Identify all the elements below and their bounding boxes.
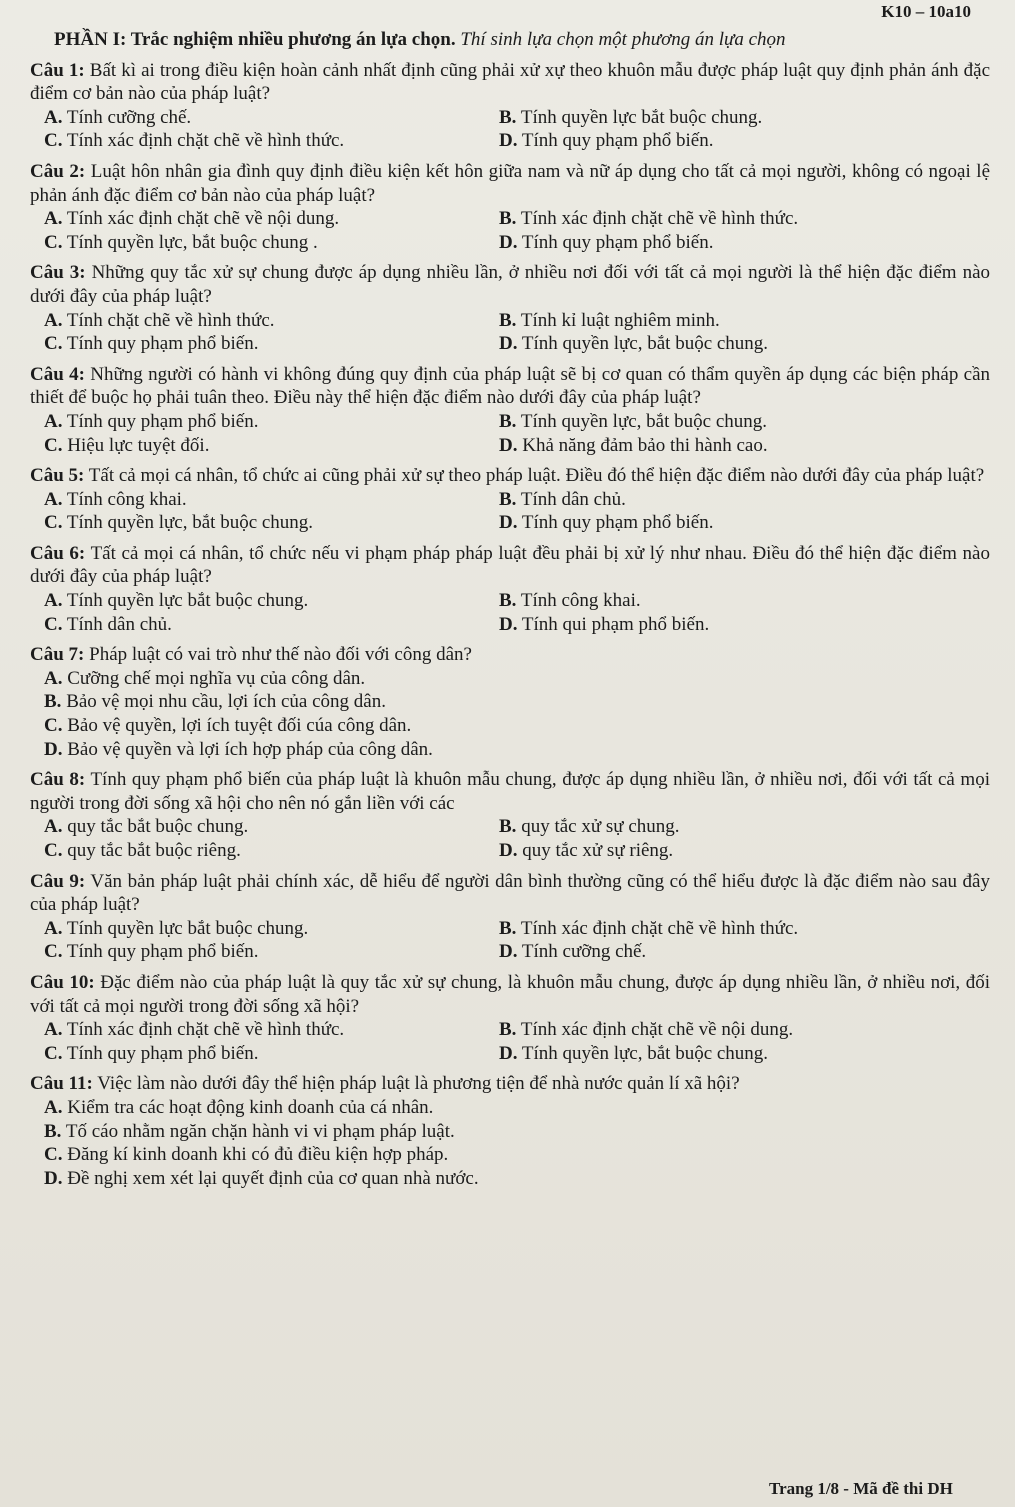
answer-option — [499, 332, 979, 356]
option-text: Kiểm tra các hoạt động kinh doanh của cá nhân. — [67, 1096, 434, 1118]
question-number: Câu 8: — [30, 769, 86, 791]
question-text: Văn bản pháp luật phải chính xác, dễ hiểu để người dân bình thường cũng có thể hiểu được là đặc điểm nào sau đây của pháp luật? — [30, 870, 990, 916]
answer-option — [499, 434, 979, 458]
option-text: Tính công khai. — [66, 488, 187, 510]
question-stem — [30, 160, 990, 207]
question-stem — [30, 870, 990, 917]
option-letter: A. — [44, 1019, 63, 1041]
option-letter: D. — [499, 512, 518, 534]
option-letter: C. — [44, 512, 63, 534]
question-4 — [30, 363, 990, 457]
question-number: Câu 11: — [30, 1073, 93, 1095]
question-stem — [30, 542, 990, 589]
part-instruction: Thí sinh lựa chọn một phương án lựa chọn — [460, 29, 786, 50]
question-7 — [30, 643, 990, 761]
answer-option — [44, 106, 499, 130]
answer-option — [44, 332, 499, 356]
answer-option — [44, 667, 974, 691]
option-letter: C. — [44, 715, 63, 737]
option-text: Tính quy phạm phổ biến. — [521, 130, 714, 152]
option-letter: B. — [499, 590, 517, 612]
option-text: Tính quy phạm phổ biến. — [521, 231, 714, 253]
answer-option — [499, 231, 979, 255]
option-letter: C. — [44, 1144, 63, 1166]
option-text: Tính quy phạm phổ biến. — [66, 1042, 259, 1064]
option-text: quy tắc bắt buộc chung. — [67, 816, 249, 838]
answer-option — [499, 940, 979, 964]
question-2 — [30, 160, 990, 254]
option-list — [30, 589, 990, 636]
option-text: Đăng kí kinh doanh khi có đủ điều kiện hợp pháp. — [67, 1144, 449, 1166]
option-text: Hiệu lực tuyệt đối. — [67, 434, 210, 456]
option-letter: A. — [44, 816, 63, 838]
option-text: Tính quyền lực, bắt buộc chung. — [520, 410, 768, 432]
option-text: Tính quyền lực bắt buộc chung. — [520, 106, 763, 128]
option-text: Tính cưỡng chế. — [521, 941, 647, 963]
option-text: quy tắc xử sự riêng. — [522, 840, 674, 861]
answer-option — [44, 511, 499, 535]
option-letter: A. — [44, 917, 63, 939]
question-11 — [30, 1072, 990, 1190]
answer-option — [44, 1167, 974, 1191]
option-letter: D. — [499, 231, 518, 253]
answer-option — [44, 1143, 974, 1167]
option-letter: A. — [44, 488, 63, 510]
answer-option — [44, 613, 499, 637]
answer-option — [499, 511, 979, 535]
option-list — [30, 815, 990, 862]
option-text: Tính quyền lực, bắt buộc chung. — [66, 512, 314, 534]
option-text: Tính qui phạm phổ biến. — [521, 613, 710, 635]
question-3 — [30, 261, 990, 355]
option-letter: C. — [44, 130, 63, 152]
option-letter: A. — [44, 208, 63, 230]
question-1 — [30, 59, 990, 153]
question-number: Câu 1: — [30, 59, 85, 81]
option-letter: D. — [44, 738, 63, 760]
option-text: Tính quyền lực bắt buộc chung. — [66, 917, 309, 939]
option-letter: A. — [44, 1096, 63, 1118]
option-letter: B. — [499, 488, 517, 510]
page-footer: Trang 1/8 - Mã đề thi DH — [769, 1479, 953, 1498]
option-text: Tính quyền lực, bắt buộc chung. — [521, 1042, 769, 1064]
option-text: Tính quyền lực, bắt buộc chung . — [66, 231, 318, 253]
answer-option — [499, 309, 979, 333]
question-8 — [30, 768, 990, 862]
question-text: Đặc điểm nào của pháp luật là quy tắc xử sự chung, là khuôn mẫu chung, được áp dụng nhiều lần, ở nhiều nơi, đối với tất cả mọi người trong đời sống xã hội? — [30, 971, 990, 1017]
question-number: Câu 10: — [30, 971, 95, 993]
question-text: Những quy tắc xử sự chung được áp dụng nhiều lần, ở nhiều nơi đối với tất cả mọi người là thể hiện đặc điểm nào dưới đây của pháp luật? — [30, 262, 990, 307]
question-text: Tất cả mọi cá nhân, tổ chức ai cũng phải xử sự theo pháp luật. Điều đó thể hiện đặc điểm nào dưới đây của pháp luật? — [88, 465, 985, 487]
option-list — [30, 1096, 990, 1190]
option-text: Tính quy phạm phổ biến. — [66, 410, 259, 432]
question-stem — [30, 363, 990, 410]
option-text: Tính công khai. — [520, 590, 641, 612]
option-text: Tính dân chủ. — [66, 613, 172, 635]
option-letter: B. — [44, 1120, 62, 1142]
question-text: Tính quy phạm phổ biến của pháp luật là khuôn mẫu chung, được áp dụng nhiều lần, ở nhiều nơi, đối với tất cả mọi người trong đời sống xã hội cho nên nó gắn liền với các — [30, 769, 990, 814]
answer-option — [44, 917, 499, 941]
option-text: Tính xác định chặt chẽ về nội dung. — [520, 1019, 794, 1041]
answer-option — [499, 207, 979, 231]
option-letter: A. — [44, 410, 63, 432]
question-stem — [30, 1072, 990, 1096]
option-letter: C. — [44, 941, 63, 963]
option-text: Tính cưỡng chế. — [66, 106, 192, 128]
option-letter: A. — [44, 309, 63, 331]
answer-option — [44, 690, 974, 714]
question-text: Luật hôn nhân gia đình quy định điều kiện kết hôn giữa nam và nữ áp dụng cho tất cả mọi người, không có ngoại lệ phản ánh đặc điểm cơ bản nào của pháp luật? — [30, 160, 991, 206]
option-text: Tính chặt chẽ về hình thức. — [66, 309, 275, 331]
answer-option — [499, 1018, 979, 1042]
option-text: Tính quyền lực bắt buộc chung. — [66, 590, 309, 612]
option-letter: B. — [499, 410, 517, 432]
question-number: Câu 9: — [30, 870, 86, 892]
answer-option — [44, 738, 974, 762]
option-text: Tính quy phạm phổ biến. — [521, 512, 714, 534]
question-number: Câu 7: — [30, 644, 85, 666]
option-text: Bảo vệ quyền và lợi ích hợp pháp của công dân. — [67, 738, 433, 760]
question-6 — [30, 542, 990, 636]
option-text: Tính quy phạm phổ biến. — [66, 333, 259, 355]
answer-option — [44, 1120, 974, 1144]
answer-option — [44, 410, 499, 434]
answer-option — [44, 714, 974, 738]
answer-option — [44, 309, 499, 333]
answer-option — [44, 940, 499, 964]
option-letter: C. — [44, 613, 63, 635]
option-letter: A. — [44, 106, 63, 128]
option-letter: D. — [499, 840, 518, 861]
question-stem — [30, 643, 990, 667]
question-text: Bất kì ai trong điều kiện hoàn cảnh nhất định cũng phải xử xự theo khuôn mẫu được pháp luật quy định phản ánh đặc điểm cơ bản nào của pháp luật? — [30, 59, 990, 105]
option-letter: C. — [44, 840, 63, 861]
answer-option — [44, 207, 499, 231]
answer-option — [499, 106, 979, 130]
question-stem — [30, 971, 990, 1018]
option-text: quy tắc xử sự chung. — [521, 816, 680, 838]
answer-option — [44, 1018, 499, 1042]
option-list — [30, 106, 990, 153]
answer-option — [44, 231, 499, 255]
answer-option — [499, 815, 979, 839]
option-letter: D. — [499, 1042, 518, 1064]
option-text: Khả năng đảm bảo thi hành cao. — [522, 434, 768, 456]
option-letter: D. — [499, 130, 518, 152]
option-text: Bảo vệ quyền, lợi ích tuyệt đối cúa công dân. — [67, 715, 412, 737]
question-9 — [30, 870, 990, 964]
option-list — [30, 309, 990, 356]
part-heading — [54, 28, 990, 52]
question-number: Câu 3: — [30, 262, 86, 284]
option-text: quy tắc bắt buộc riêng. — [67, 840, 241, 861]
option-letter: A. — [44, 667, 63, 689]
question-stem — [30, 59, 990, 106]
answer-option — [44, 129, 499, 153]
answer-option — [499, 488, 979, 512]
option-letter: C. — [44, 231, 63, 253]
option-text: Tính xác định chặt chẽ về nội dung. — [66, 208, 340, 230]
option-list — [30, 667, 990, 761]
option-text: Tính xác định chặt chẽ về hình thức. — [520, 917, 799, 939]
answer-option — [44, 488, 499, 512]
option-text: Cưỡng chế mọi nghĩa vụ của công dân. — [67, 667, 366, 689]
option-letter: B. — [499, 917, 517, 939]
question-text: Những người có hành vi không đúng quy định của pháp luật sẽ bị cơ quan có thẩm quyền áp dụng các biện pháp cần thiết để buộc họ phải tuân theo. Điều này thể hiện đặc điểm nào dưới đây của pháp luật? — [30, 363, 991, 409]
question-stem — [30, 768, 990, 815]
option-text: Tố cáo nhằm ngăn chặn hành vi vi phạm pháp luật. — [65, 1120, 455, 1142]
answer-option — [499, 589, 979, 613]
part-title: PHẦN I: Trắc nghiệm nhiều phương án lựa chọn. — [54, 29, 456, 50]
option-list — [30, 410, 990, 457]
option-text: Tính quy phạm phổ biến. — [66, 941, 259, 963]
option-letter: D. — [44, 1167, 63, 1189]
option-list — [30, 488, 990, 535]
option-text: Bảo vệ mọi nhu cầu, lợi ích của công dân. — [66, 691, 386, 713]
option-letter: D. — [499, 333, 518, 355]
exam-content — [30, 28, 990, 1190]
question-stem — [30, 261, 990, 308]
question-text: Pháp luật có vai trò như thế nào đối với công dân? — [89, 644, 472, 666]
exam-code: K10 – 10a10 — [881, 2, 971, 21]
question-5 — [30, 464, 990, 535]
option-letter: B. — [499, 309, 517, 331]
option-letter: B. — [499, 208, 517, 230]
option-text: Tính kỉ luật nghiêm minh. — [520, 309, 720, 331]
answer-option — [499, 917, 979, 941]
option-list — [30, 917, 990, 964]
answer-option — [44, 1096, 974, 1120]
option-letter: C. — [44, 333, 63, 355]
question-10 — [30, 971, 990, 1065]
answer-option — [44, 1042, 499, 1066]
option-letter: B. — [499, 106, 517, 128]
question-number: Câu 4: — [30, 363, 85, 385]
option-text: Tính xác định chặt chẽ về hình thức. — [66, 130, 345, 152]
option-letter: B. — [44, 691, 62, 713]
answer-option — [499, 129, 979, 153]
option-text: Tính dân chủ. — [520, 488, 626, 510]
option-letter: D. — [499, 434, 518, 456]
option-letter: D. — [499, 613, 518, 635]
answer-option — [44, 815, 499, 839]
option-text: Đề nghị xem xét lại quyết định của cơ quan nhà nước. — [67, 1167, 479, 1189]
option-list — [30, 207, 990, 254]
option-letter: A. — [44, 590, 63, 612]
option-text: Tính quyền lực, bắt buộc chung. — [521, 333, 769, 355]
option-letter: D. — [499, 941, 518, 963]
question-text: Việc làm nào dưới đây thể hiện pháp luật là phương tiện để nhà nước quản lí xã hội? — [97, 1073, 740, 1095]
answer-option — [44, 589, 499, 613]
question-list — [30, 59, 990, 1191]
question-number: Câu 6: — [30, 542, 86, 564]
question-number: Câu 2: — [30, 160, 86, 182]
option-text: Tính xác định chặt chẽ về hình thức. — [66, 1019, 345, 1041]
question-number: Câu 5: — [30, 465, 85, 487]
option-letter: B. — [499, 1019, 517, 1041]
answer-option — [499, 839, 979, 863]
question-text: Tất cả mọi cá nhân, tổ chức nếu vi phạm pháp pháp luật đều phải bị xử lý như nhau. Điều đó thể hiện đặc điểm nào dưới đây của pháp luật? — [30, 542, 990, 588]
answer-option — [44, 839, 499, 863]
option-letter: C. — [44, 1042, 63, 1064]
answer-option — [499, 1042, 979, 1066]
option-letter: C. — [44, 434, 63, 456]
answer-option — [499, 410, 979, 434]
option-list — [30, 1018, 990, 1065]
answer-option — [499, 613, 979, 637]
answer-option — [44, 434, 499, 458]
option-letter: B. — [499, 816, 517, 838]
question-stem — [30, 464, 990, 488]
option-text: Tính xác định chặt chẽ về hình thức. — [520, 208, 799, 230]
